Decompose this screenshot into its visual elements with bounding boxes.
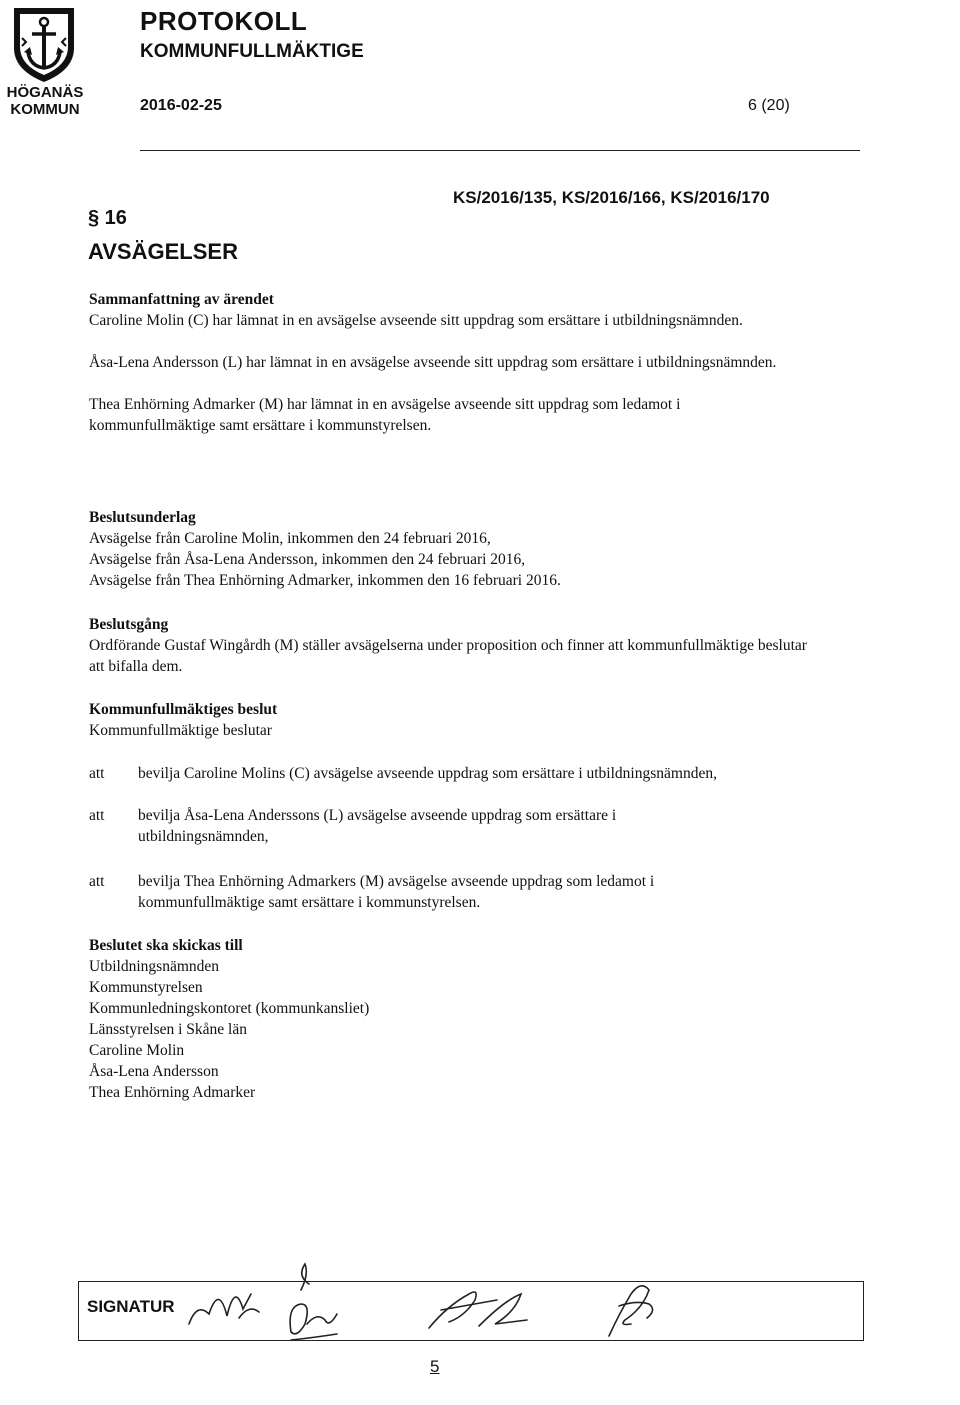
recipient-item: Kommunledningskontoret (kommunkansliet) (89, 1000, 370, 1017)
meeting-date: 2016-02-25 (140, 97, 222, 114)
summary-heading: Sammanfattning av ärendet (89, 291, 274, 308)
procedure-heading: Beslutsgång (89, 616, 169, 633)
decision-heading: Kommunfullmäktiges beslut (89, 701, 278, 718)
document-title: PROTOKOLL (140, 6, 308, 36)
recipient-item: Utbildningsnämnden (89, 958, 220, 975)
organization-name-line2: KOMMUN (10, 101, 80, 118)
basis-item: Avsägelse från Thea Enhörning Admarker, inkommen den 16 februari 2016. (89, 572, 561, 589)
summary-paragraph: Caroline Molin (C) har lämnat in en avsägelse avseende sitt uppdrag som ersättare i utbildningsnämnden. (89, 312, 743, 329)
organization-name (0, 84, 90, 118)
recipients-section (89, 935, 809, 1103)
decision-item-text: bevilja Åsa-Lena Anderssons (L) avsägelse avseende uppdrag som ersättare i utbildningsnämnden, (138, 807, 617, 845)
signature-label: SIGNATUR (87, 1297, 175, 1316)
document-subtitle: KOMMUNFULLMÄKTIGE (140, 41, 364, 62)
basis-item: Avsägelse från Caroline Molin, inkommen den 24 februari 2016, (89, 530, 491, 547)
handwritten-signatures-icon (179, 1254, 719, 1344)
signature-box (78, 1281, 864, 1341)
decision-item-att: att (89, 765, 105, 782)
recipient-item: Länsstyrelsen i Skåne län (89, 1021, 247, 1038)
recipient-item: Kommunstyrelsen (89, 979, 203, 996)
recipient-item: Thea Enhörning Admarker (89, 1084, 256, 1101)
decision-item-text: bevilja Thea Enhörning Admarkers (M) avsägelse avseende uppdrag som ledamot i kommunfullmäktige samt ersättare i kommunstyrelsen. (138, 873, 655, 911)
decision-intro: Kommunfullmäktige beslutar (89, 722, 272, 739)
decision-item-att: att (89, 873, 105, 890)
summary-section (89, 289, 809, 436)
municipal-logo-icon (8, 4, 80, 84)
basis-heading: Beslutsunderlag (89, 509, 196, 526)
header-divider (140, 150, 860, 151)
summary-paragraph: Thea Enhörning Admarker (M) har lämnat in en avsägelse avseende sitt uppdrag som ledamot i kommunfullmäktige samt ersättare i kommunstyrelsen. (89, 396, 681, 434)
recipients-heading: Beslutet ska skickas till (89, 937, 243, 954)
footer-page-number: 5 (430, 1357, 440, 1376)
organization-name-line1: HÖGANÄS (6, 84, 84, 101)
case-numbers: KS/2016/135, KS/2016/166, KS/2016/170 (453, 188, 770, 207)
section-title: AVSÄGELSER (88, 239, 238, 264)
summary-paragraph: Åsa-Lena Andersson (L) har lämnat in en avsägelse avseende sitt uppdrag som ersättare i utbildningsnämnden. (89, 354, 777, 371)
recipient-item: Caroline Molin (89, 1042, 185, 1059)
procedure-text: Ordförande Gustaf Wingårdh (M) ställer avsägelserna under proposition och finner att kommunfullmäktige beslutar att bifalla dem. (89, 637, 807, 675)
decision-item-att: att (89, 807, 105, 824)
basis-section (89, 507, 809, 591)
section-number: § 16 (88, 207, 127, 229)
decision-item-text: bevilja Caroline Molins (C) avsägelse avseende uppdrag som ersättare i utbildningsnämnden, (138, 765, 717, 782)
decision-section (89, 699, 809, 741)
recipient-item: Åsa-Lena Andersson (89, 1063, 219, 1080)
page-counter: 6 (20) (748, 97, 790, 114)
basis-item: Avsägelse från Åsa-Lena Andersson, inkommen den 24 februari 2016, (89, 551, 526, 568)
procedure-section (89, 614, 809, 677)
